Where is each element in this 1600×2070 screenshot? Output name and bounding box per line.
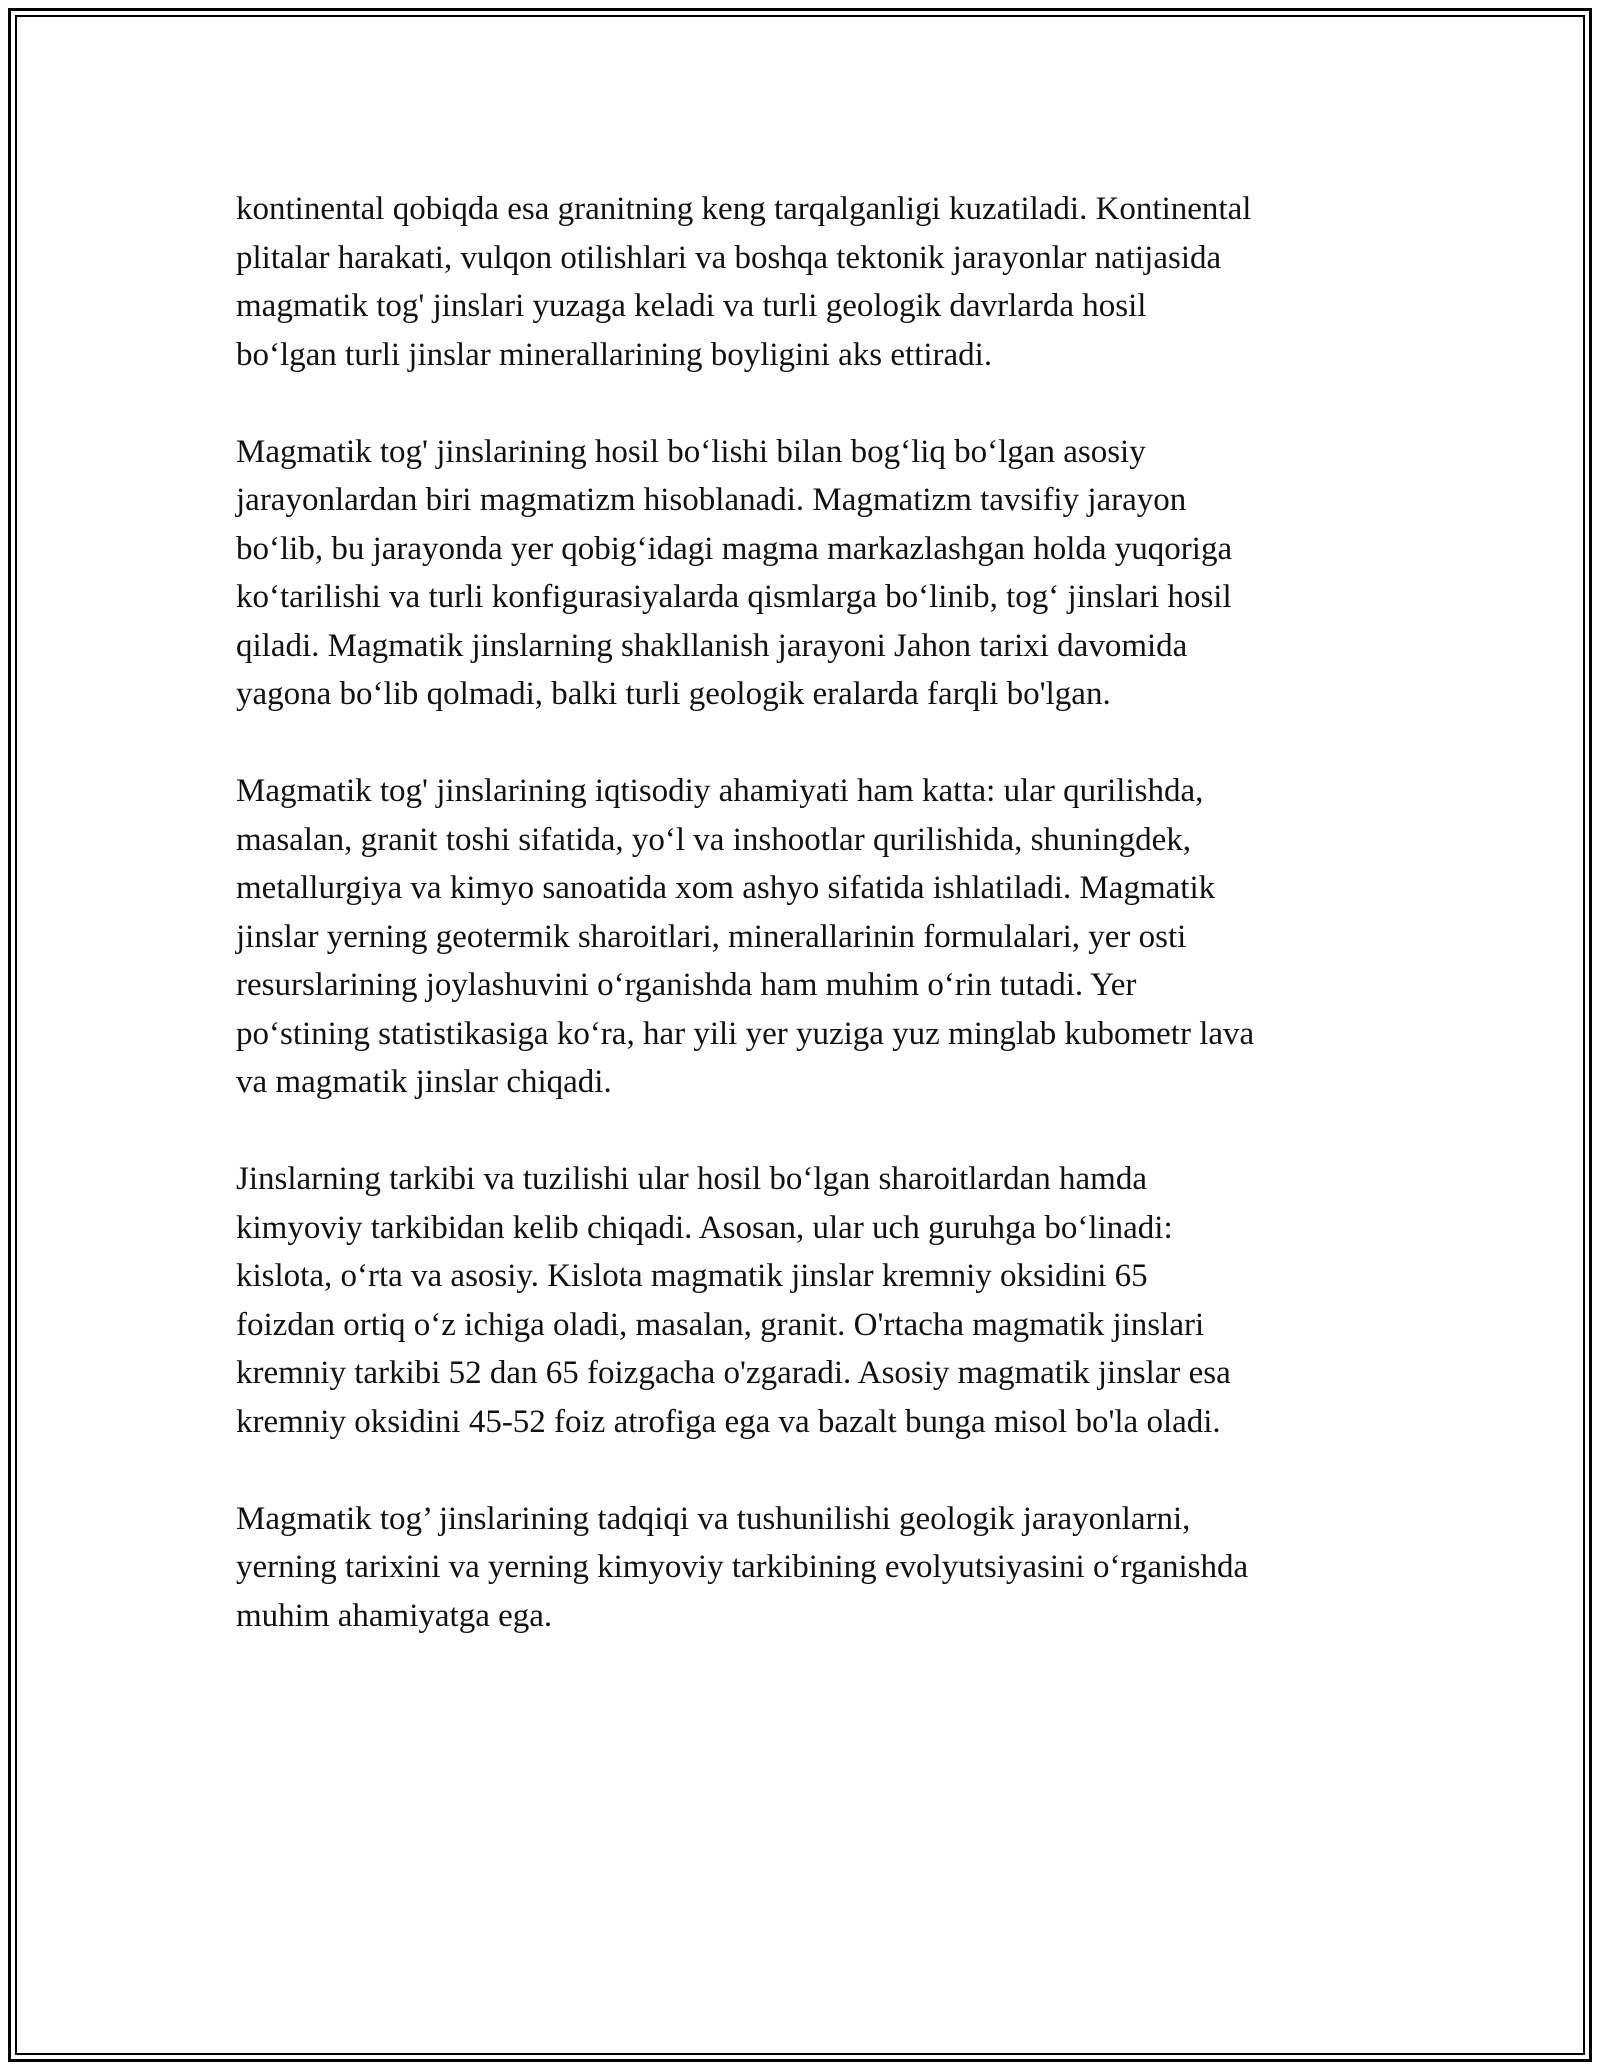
text-line: yerning tarixini va yerning kimyoviy tarkibining evolyutsiyasini o‘rganishda — [236, 1549, 1249, 1585]
text-line: ko‘tarilishi va turli konfigurasiyalarda qismlarga bo‘linib, tog‘ jinslari hosil — [236, 579, 1232, 615]
text-line: va magmatik jinslar chiqadi. — [236, 1064, 612, 1100]
document-body — [236, 185, 1386, 1689]
text-line: magmatik tog' jinslari yuzaga keladi va turli geologik davrlarda hosil — [236, 288, 1147, 324]
text-line: Magmatik tog' jinslarining iqtisodiy ahamiyati ham katta: ular qurilishda, — [236, 773, 1204, 809]
text-line: masalan, granit toshi sifatida, yo‘l va inshootlar qurilishida, shuningdek, — [236, 821, 1192, 858]
text-line: Magmatik tog' jinslarining hosil bo‘lishi bilan bog‘liq bo‘lgan asosiy — [236, 433, 1146, 470]
text-line: plitalar harakati, vulqon otilishlari va boshqa tektonik jarayonlar natijasida — [236, 239, 1222, 276]
paragraph-magmatism — [236, 428, 1386, 719]
text-line: resurslarining joylashuvini o‘rganishda ham muhim o‘rin tutadi. Yer — [236, 967, 1137, 1003]
text-line: Magmatik tog’ jinslarining tadqiqi va tushunilishi geologik jarayonlarni, — [236, 1500, 1191, 1537]
text-line: muhim ahamiyatga ega. — [236, 1597, 553, 1634]
text-line: metallurgiya va kimyo sanoatida xom ashyo sifatida ishlatiladi. Magmatik — [236, 870, 1216, 906]
text-line: kislota, o‘rta va asosiy. Kislota magmatik jinslar kremniy oksidini 65 — [236, 1258, 1148, 1294]
paragraph-economic-importance — [236, 767, 1386, 1107]
text-line: kremniy oksidini 45-52 foiz atrofiga ega va bazalt bunga misol bo'la oladi. — [236, 1403, 1221, 1440]
text-line: qiladi. Magmatik jinslarning shakllanish jarayoni Jahon tarixi davomida — [236, 627, 1188, 664]
text-line: foizdan ortiq o‘z ichiga oladi, masalan, granit. O'rtacha magmatik jinslari — [236, 1306, 1205, 1343]
text-line: jarayonlardan biri magmatizm hisoblanadi. Magmatizm tavsifiy jarayon — [236, 482, 1187, 518]
text-line: kontinental qobiqda esa granitning keng tarqalganligi kuzatiladi. Kontinental — [236, 191, 1252, 227]
paragraph-continental-crust — [236, 185, 1386, 379]
text-line: bo‘lgan turli jinslar minerallarining boyligini aks ettiradi. — [236, 336, 993, 373]
text-line: kremniy tarkibi 52 dan 65 foizgacha o'zgaradi. Asosiy magmatik jinslar esa — [236, 1355, 1231, 1391]
text-line: jinslar yerning geotermik sharoitlari, minerallarinin formulalari, yer osti — [236, 918, 1187, 955]
text-line: kimyoviy tarkibidan kelib chiqadi. Asosan, ular uch guruhga bo‘linadi: — [236, 1209, 1173, 1246]
text-line: bo‘lib, bu jarayonda yer qobig‘idagi magma markazlashgan holda yuqoriga — [236, 530, 1233, 567]
paragraph-conclusion — [236, 1495, 1386, 1641]
text-line: po‘stining statistikasiga ko‘ra, har yili yer yuziga yuz minglab kubometr lava — [236, 1015, 1255, 1052]
text-line: Jinslarning tarkibi va tuzilishi ular hosil bo‘lgan sharoitlardan hamda — [236, 1161, 1147, 1197]
text-line: yagona bo‘lib qolmadi, balki turli geologik eralarda farqli bo'lgan. — [236, 676, 1111, 712]
paragraph-composition — [236, 1155, 1386, 1446]
